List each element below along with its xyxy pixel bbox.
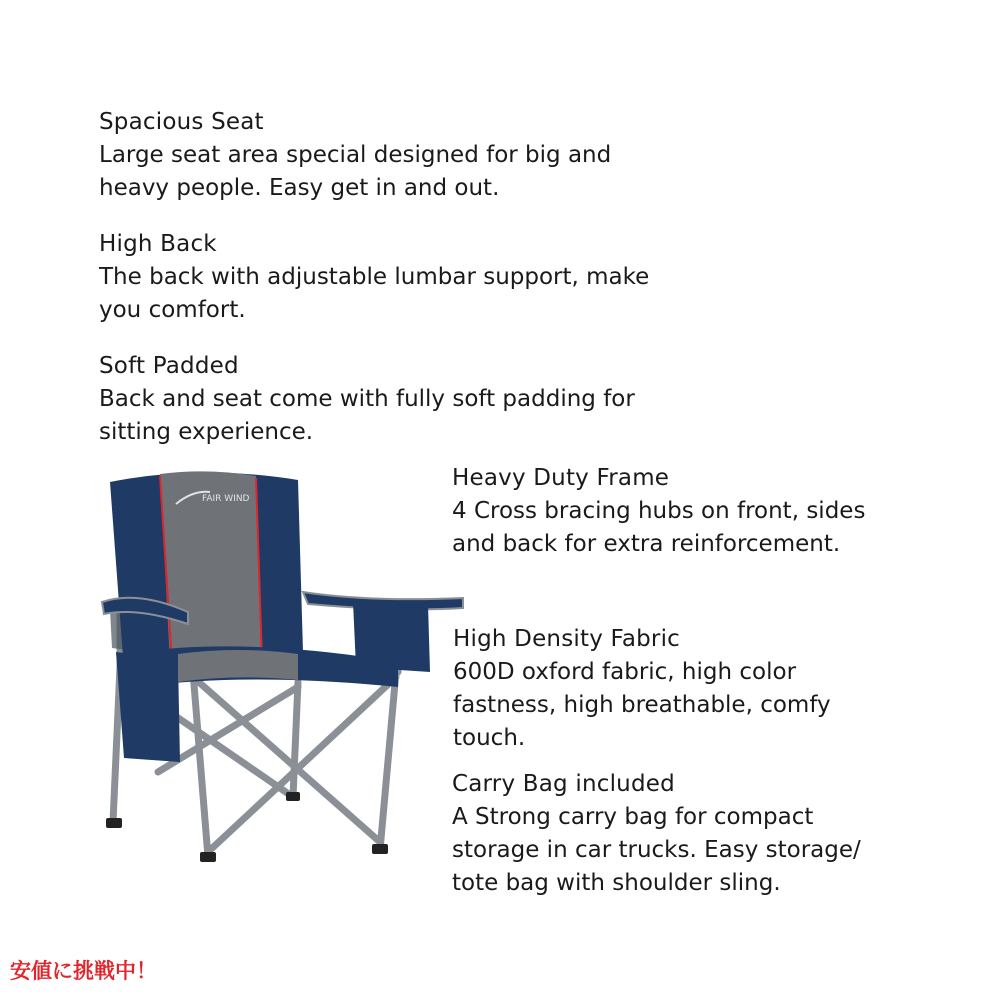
camping-chair-image — [98, 462, 470, 868]
cooler-bag — [353, 602, 430, 672]
brand-logo-text: FAIR WIND — [202, 494, 250, 504]
feature-spacious-seat — [99, 106, 699, 205]
feature-description: Back and seat come with fully soft padding for sitting experience. — [99, 386, 635, 445]
feature-carry-bag — [452, 768, 992, 900]
feature-description: The back with adjustable lumbar support, make you comfort. — [99, 264, 650, 323]
feature-high-density-fabric — [453, 623, 993, 755]
feature-high-back — [99, 228, 699, 327]
promo-text: 安値に挑戦中！ — [10, 959, 157, 983]
feature-soft-padded — [99, 350, 699, 449]
feature-description: A Strong carry bag for compact storage in car trucks. Easy storage/ tote bag with shoulder sling. — [452, 804, 861, 896]
feature-title: Heavy Duty Frame — [452, 465, 670, 491]
feature-description: 600D oxford fabric, high color fastness, high breathable, comfy touch. — [453, 659, 831, 751]
chair-feet — [106, 792, 388, 862]
feature-title: Spacious Seat — [99, 109, 264, 135]
feature-description: 4 Cross bracing hubs on front, sides and back for extra reinforcement. — [452, 498, 866, 557]
seat-center-panel — [178, 650, 298, 682]
feature-description: Large seat area special designed for big and heavy people. Easy get in and out. — [99, 142, 612, 201]
feature-title: High Back — [99, 231, 217, 257]
feature-title: High Density Fabric — [453, 626, 681, 652]
feature-heavy-duty-frame — [452, 462, 992, 561]
feature-title: Soft Padded — [99, 353, 239, 379]
feature-title: Carry Bag included — [452, 771, 675, 797]
